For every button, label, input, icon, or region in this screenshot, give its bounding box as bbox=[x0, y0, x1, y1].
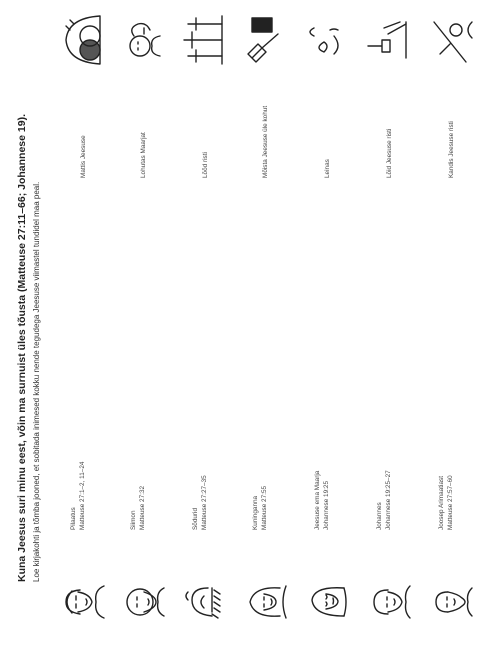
person-reference: Johannese 19:25–27 bbox=[385, 470, 392, 530]
person-item-mary[interactable] bbox=[302, 470, 354, 648]
carrying-cross-icon bbox=[428, 14, 472, 66]
john-icon bbox=[366, 582, 410, 622]
person-reference: Matteuse 27:32 bbox=[139, 485, 146, 530]
deed-label: Lõõd risti bbox=[202, 152, 209, 178]
page-title: Kuna Jeesus suri minu eest, võin ma surnuist üles tõusta (Matteuse 27:11–66; Johannese 19). bbox=[16, 114, 28, 582]
person-reference: Matteuse 27:57–60 bbox=[447, 475, 454, 530]
person-name: Siimon bbox=[130, 510, 137, 530]
person-item-joseph[interactable] bbox=[426, 475, 478, 648]
person-name: Johannes bbox=[376, 502, 383, 530]
person-name: Pilaatus bbox=[70, 507, 77, 530]
person-reference: Johannese 19:25 bbox=[323, 480, 330, 530]
comforting-icon bbox=[120, 14, 164, 66]
person-name: Joosep Arimaatiast bbox=[438, 476, 445, 530]
deed-label: Mõista Jeesuse üle kohut bbox=[262, 105, 269, 178]
deed-item-crosses[interactable] bbox=[180, 8, 232, 178]
deed-item-comforted[interactable] bbox=[118, 8, 170, 178]
joseph-icon bbox=[428, 582, 472, 622]
person-item-simon[interactable] bbox=[118, 478, 170, 648]
person-name: Kuninganna bbox=[252, 495, 259, 530]
deed-item-buried[interactable] bbox=[58, 8, 110, 178]
judgment-icon bbox=[242, 14, 286, 66]
soldiers-icon bbox=[182, 582, 226, 622]
tomb-icon bbox=[60, 14, 104, 66]
crosses-icon bbox=[182, 14, 226, 66]
person-item-john[interactable] bbox=[364, 470, 416, 648]
deed-item-crucified[interactable] bbox=[364, 8, 416, 178]
page-instructions: Loe kirjakohti ja tõmba jooned, et sobitada inimesed kokku nende tegudega Jeesuse viimastel tundidel maa peal. bbox=[32, 181, 41, 582]
person-name: Sõdurid bbox=[192, 507, 199, 530]
person-reference: Matteuse 27:55 bbox=[261, 485, 268, 530]
person-item-soldiers[interactable] bbox=[180, 475, 232, 648]
deed-label: Mattis Jeesuse bbox=[80, 135, 87, 178]
deed-label: Kandis Jeesuse risti bbox=[448, 121, 455, 178]
person-item-woman[interactable] bbox=[240, 478, 292, 648]
hammer-nails-icon bbox=[366, 14, 410, 66]
deed-label: Leinas bbox=[324, 159, 331, 178]
person-name: Jeesuse ema Maarja bbox=[314, 470, 321, 530]
deed-item-judged[interactable] bbox=[240, 8, 292, 178]
simon-icon bbox=[120, 582, 164, 622]
deed-label: Lohutas Maarjat bbox=[140, 132, 147, 178]
deed-item-mourned[interactable] bbox=[302, 8, 354, 178]
person-reference: Matteuse 27:1–2, 11–24 bbox=[79, 461, 86, 530]
mourning-icon bbox=[304, 14, 348, 66]
person-item-pilate[interactable] bbox=[58, 461, 110, 648]
deed-item-carried-cross[interactable] bbox=[426, 8, 478, 178]
woman-icon bbox=[242, 582, 286, 622]
person-reference: Matteuse 27:27–35 bbox=[201, 475, 208, 530]
mary-icon bbox=[304, 582, 348, 622]
pilate-icon bbox=[60, 582, 104, 622]
deed-label: Lõid Jeesuse risti bbox=[386, 128, 393, 178]
